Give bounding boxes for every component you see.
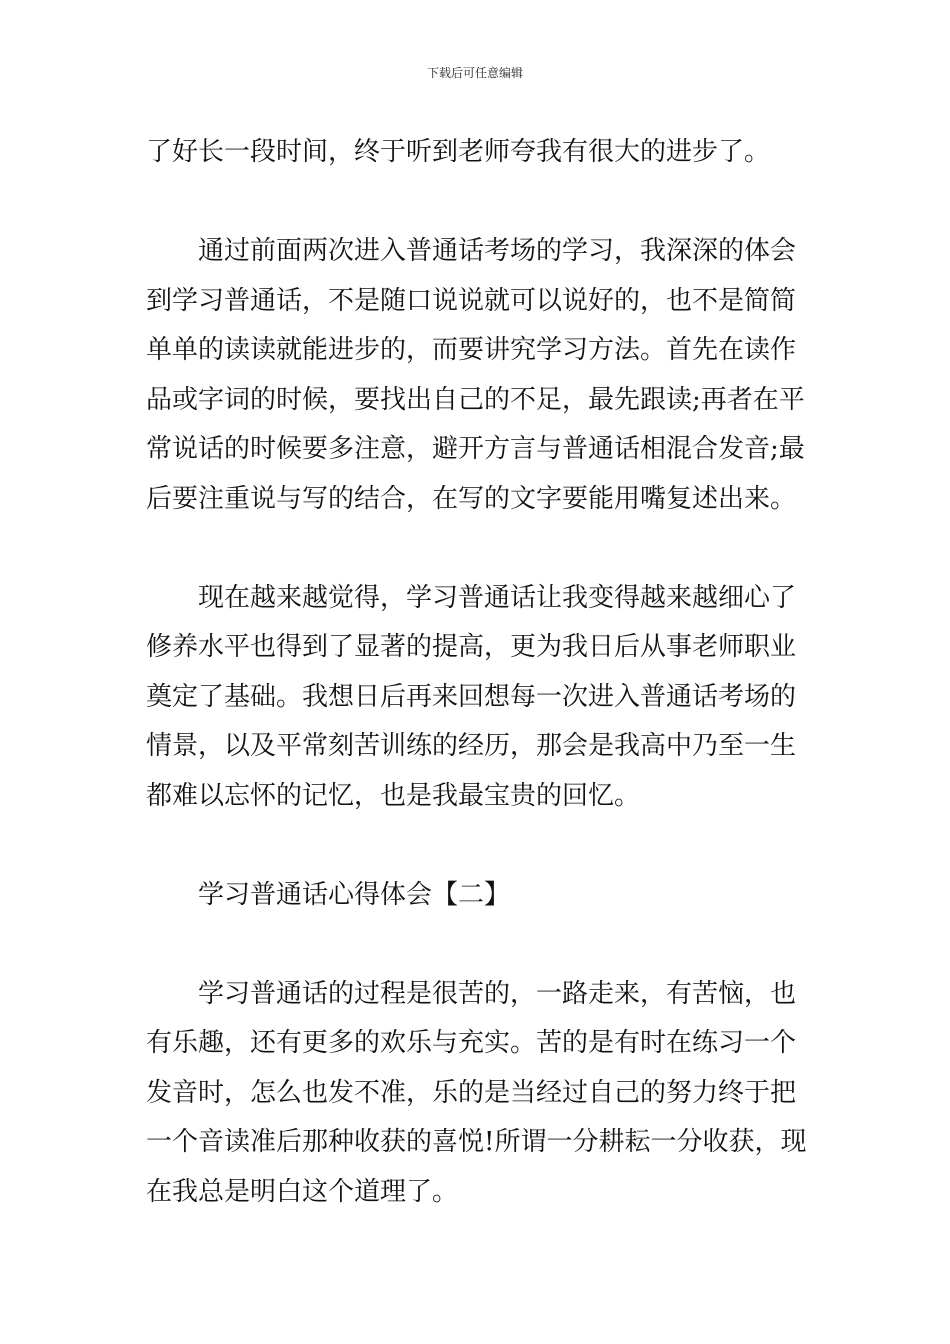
- paragraph: [146, 574, 816, 822]
- paragraph-gap: [146, 821, 816, 871]
- text-line: 单单的读读就能进步的，而要讲究学习方法。首先在读作: [146, 335, 797, 365]
- text-line: 发音时，怎么也发不准，乐的是当经过自己的努力终于把: [146, 1077, 797, 1108]
- paragraph-gap: [146, 178, 816, 228]
- text-line: 了好长一段时间，终于听到老师夸我有很大的进步了。: [146, 137, 771, 167]
- text-line: 有乐趣，还有更多的欢乐与充实。苦的是有时在练习一个: [146, 1028, 797, 1058]
- paragraph-gap: [146, 524, 816, 574]
- text-line: 奠定了基础。我想日后再来回想每一次进入普通话考场的: [146, 681, 797, 712]
- paragraph: [146, 227, 816, 524]
- text-line: 品或字词的时候，要找出自己的不足，最先跟读;再者在平: [146, 384, 805, 415]
- paragraph: [146, 128, 816, 178]
- paragraph-gap: [146, 920, 816, 970]
- text-line: 学习普通话的过程是很苦的，一路走来，有苦恼，也: [198, 978, 797, 1009]
- section-heading: [146, 871, 816, 921]
- page-header: 下载后可任意编辑: [426, 66, 523, 80]
- text-line: 后要注重说与写的结合，在写的文字要能用嘴复述出来。: [146, 483, 797, 514]
- text-line: 到学习普通话，不是随口说说就可以说好的，也不是简简: [146, 285, 797, 316]
- text-line: 通过前面两次进入普通话考场的学习，我深深的体会: [198, 236, 797, 266]
- text-line: 修养水平也得到了显著的提高，更为我日后从事老师职业: [146, 632, 797, 662]
- text-line: 学习普通话心得体会【二】: [198, 879, 511, 910]
- document-body: [146, 128, 816, 1217]
- text-line: 情景，以及平常刻苦训练的经历，那会是我高中乃至一生: [146, 731, 797, 761]
- text-line: 在我总是明白这个道理了。: [146, 1176, 459, 1207]
- text-line: 常说话的时候要多注意，避开方言与普通话相混合发音;最: [146, 434, 805, 464]
- text-line: 一个音读准后那种收获的喜悦!所谓一分耕耘一分收获，现: [146, 1127, 807, 1157]
- text-line: 现在越来越觉得，学习普通话让我变得越来越细心了: [198, 582, 797, 613]
- text-line: 都难以忘怀的记忆，也是我最宝贵的回忆。: [146, 780, 641, 811]
- paragraph: [146, 970, 816, 1218]
